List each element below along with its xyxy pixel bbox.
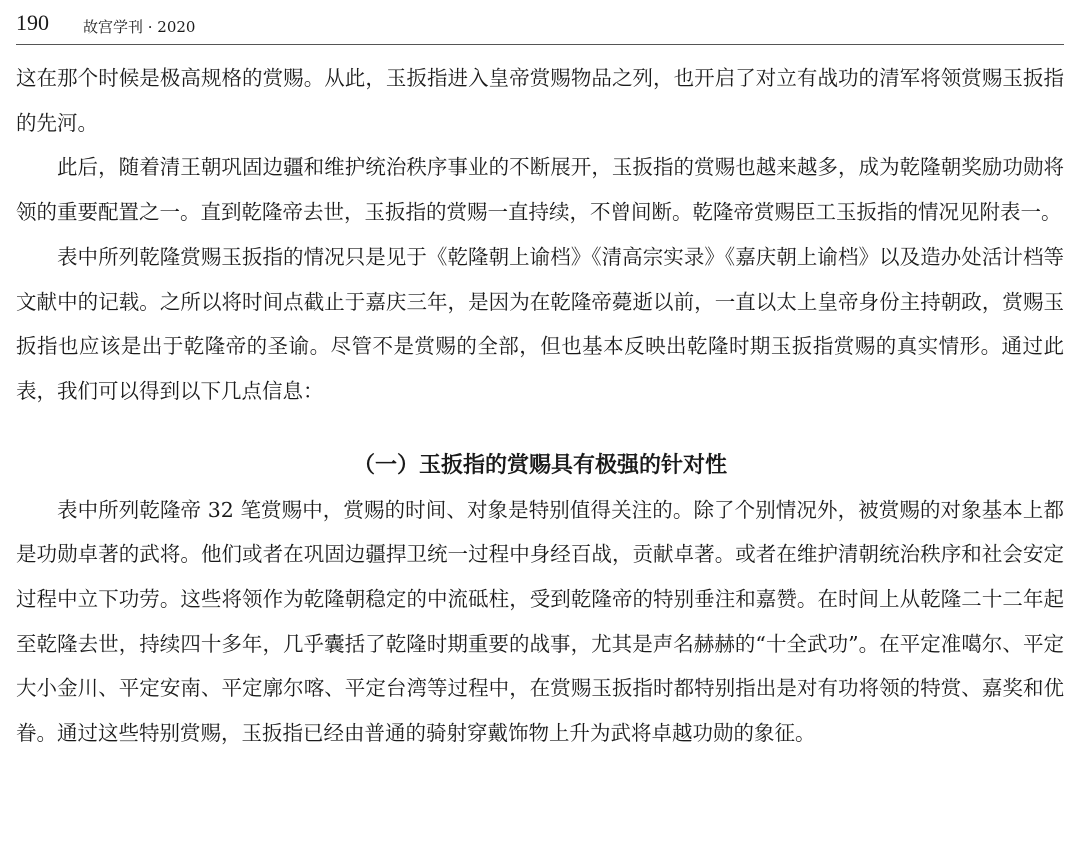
paragraph: 表中所列乾隆帝 32 笔赏赐中，赏赐的时间、对象是特别值得关注的。除了个别情况外，被赏赐的对象基本上都是功勋卓著的武将。他们或者在巩固边疆捍卫统一过程中身经百战，贡献卓著。或者在维护清朝统治秩序和社会安定过程中立下功劳。这些将领作为乾隆朝稳定的中流砥柱，受到乾隆帝的特别垂注和嘉赞。在时间上从乾隆二十二年起至乾隆去世，持续四十多年，几乎囊括了乾隆时期重要的战事，尤其是声名赫赫的“十全武功”。在平定准噶尔、平定大小金川、平定安南、平定廓尔喀、平定台湾等过程中，在赏赐玉扳指时都特别指出是对有功将领的特赏、嘉奖和优眷。通过这些特别赏赐，玉扳指已经由普通的骑射穿戴饰物上升为武将卓越功勋的象征。 — [16, 497, 1064, 746]
paragraph: 表中所列乾隆赏赐玉扳指的情况只是见于《乾隆朝上谕档》《清高宗实录》《嘉庆朝上谕档》以及造办处活计档等文献中的记载。之所以将时间点截止于嘉庆三年，是因为在乾隆帝薨逝以前，一直以太上皇帝身份主持朝政，赏赐玉扳指也应该是出于乾隆帝的圣谕。尽管不是赏赐的全部，但也基本反映出乾隆时期玉扳指赏赐的真实情形。通过此表，我们可以得到以下几点信息： — [16, 244, 1064, 403]
paragraph: 此后，随着清王朝巩固边疆和维护统治秩序事业的不断展开，玉扳指的赏赐也越来越多，成为乾隆朝奖励功勋将领的重要配置之一。直到乾隆帝去世，玉扳指的赏赐一直持续，不曾间断。乾隆帝赏赐臣工玉扳指的情况见附表一。 — [16, 155, 1064, 225]
section-heading: （一）玉扳指的赏赐具有极强的针对性 — [352, 451, 727, 478]
paragraph-continued: 这在那个时候是极高规格的赏赐。从此，玉扳指进入皇帝赏赐物品之列，也开启了对立有战功的清军将领赏赐玉扳指的先河。 — [16, 66, 1064, 135]
page-header — [16, 0, 1064, 45]
journal-title: 故宫学刊 · 2020 — [83, 18, 196, 36]
page-number: 190 — [16, 10, 49, 35]
article-body — [16, 56, 1064, 756]
